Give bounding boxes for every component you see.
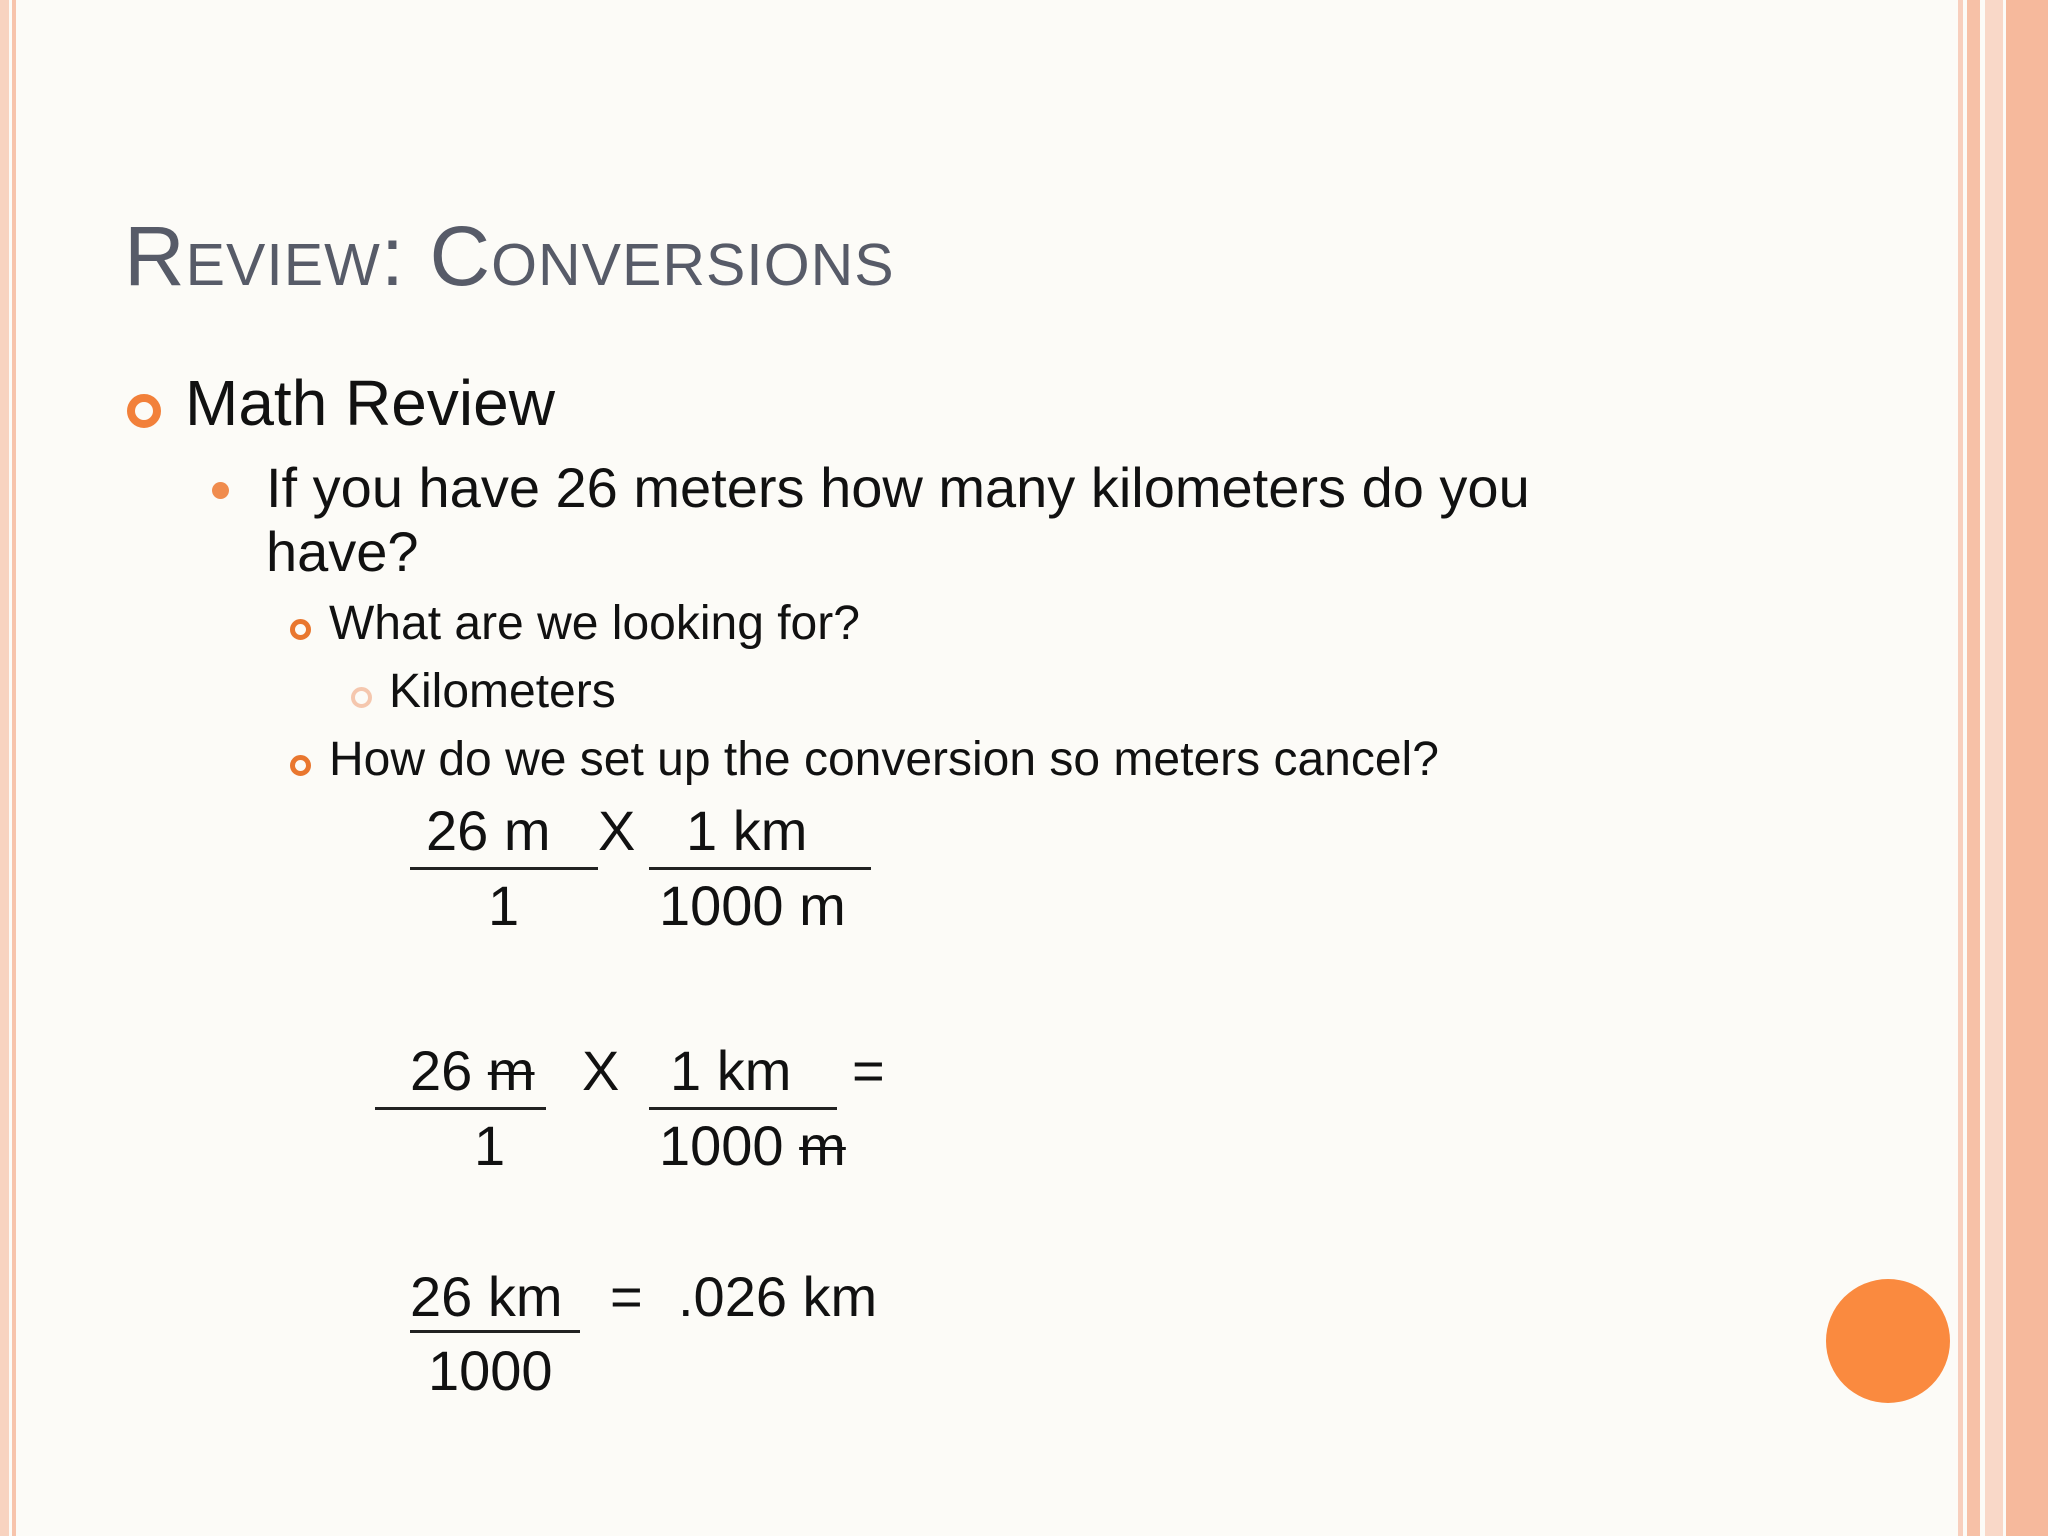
right-border-stripe-1 xyxy=(1958,0,1963,1536)
ring-bullet-icon xyxy=(127,394,161,428)
eq2-den2-unit-cancelled: m xyxy=(799,1114,846,1177)
eq2-den2-value: 1000 xyxy=(659,1114,784,1177)
eq3-fraction-bar xyxy=(410,1330,580,1333)
ring-bullet-small-icon xyxy=(290,755,311,776)
decorative-circle xyxy=(1826,1279,1950,1403)
eq2-denominator-1: 1 xyxy=(474,1114,506,1177)
eq3-equals: = xyxy=(610,1265,643,1328)
eq1-denominator-2: 1000 m xyxy=(659,874,846,937)
ring-bullet-small-icon xyxy=(290,619,311,640)
bullet-looking-for: What are we looking for? xyxy=(329,597,860,650)
bullet-math-review: Math Review xyxy=(185,367,555,439)
eq2-fraction-bar-2 xyxy=(649,1107,837,1110)
eq2-num1-unit-cancelled: m xyxy=(487,1039,535,1102)
eq3-denominator: 1000 xyxy=(428,1339,553,1402)
eq2-times: X xyxy=(582,1039,620,1102)
eq1-numerator-2: 1 km xyxy=(686,799,808,862)
eq1-times: X xyxy=(598,799,636,862)
eq2-numerator-1 xyxy=(410,1038,535,1103)
eq1-numerator-1: 26 m xyxy=(426,799,551,862)
eq2-num1-value: 26 xyxy=(410,1039,473,1102)
ring-bullet-light-icon xyxy=(351,687,372,708)
bullet-setup-conversion: How do we set up the conversion so meters cancel? xyxy=(329,733,1439,786)
eq2-denominator-2 xyxy=(659,1113,846,1178)
eq1-denominator-1: 1 xyxy=(488,874,520,937)
eq2-equals: = xyxy=(852,1039,885,1102)
eq3-numerator: 26 km xyxy=(410,1265,563,1328)
eq3-result: .026 km xyxy=(678,1265,878,1328)
bullet-question-line2: have? xyxy=(266,520,419,583)
eq1-fraction-bar-2 xyxy=(649,867,871,870)
eq2-numerator-2: 1 km xyxy=(670,1039,792,1102)
left-border-stripe xyxy=(0,0,9,1536)
bullet-kilometers: Kilometers xyxy=(389,665,616,718)
slide-title: Review: Conversions xyxy=(124,209,895,303)
right-border-stripe-2 xyxy=(1967,0,1980,1536)
right-border-stripe-4 xyxy=(2006,0,2048,1536)
left-border-stripe-thin xyxy=(12,0,16,1536)
eq1-fraction-bar-1 xyxy=(410,867,598,870)
right-border-stripe-3 xyxy=(1985,0,2003,1536)
eq2-fraction-bar-1 xyxy=(375,1107,546,1110)
bullet-question-line1: If you have 26 meters how many kilometers do you xyxy=(266,456,1530,519)
dot-bullet-icon xyxy=(212,482,229,499)
